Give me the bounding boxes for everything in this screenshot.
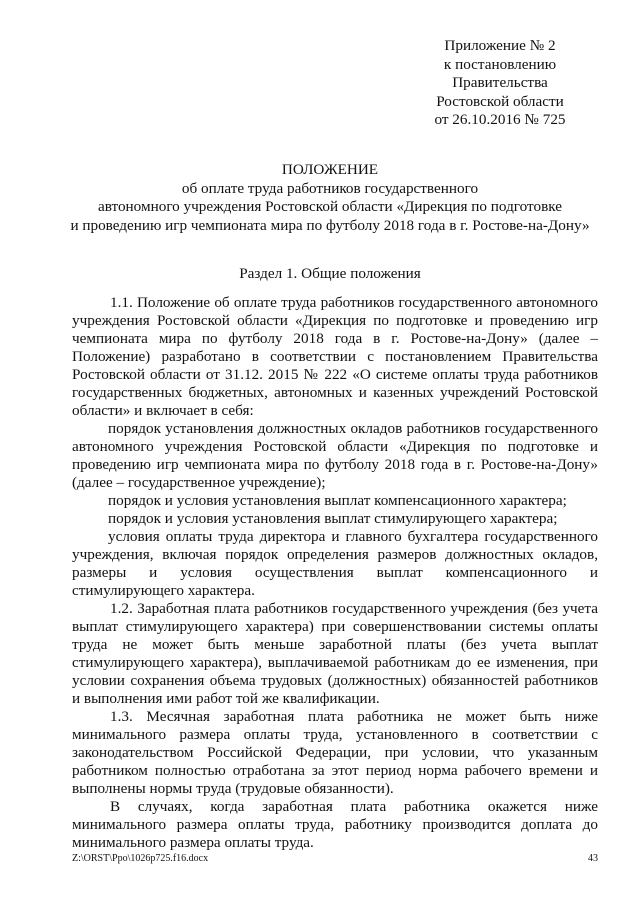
list-item: порядок и условия установления выплат стимулирующего характера; (108, 510, 558, 527)
paragraph-1-2: 1.2. Заработная плата работников государственного учреждения (без учета выплат стимулирующего характера) при совершенствовании системы оплаты труда не может быть меньше заработной платы (без учета выплат стимулирующего характера), выплачиваемой работникам до ее изменения, при условии сохранения объема трудовых (должностных) обязанностей работников и выполнения ими работ той же квалификации. (72, 600, 598, 707)
appendix-line: от 26.10.2016 № 725 (434, 111, 566, 128)
appendix-line: Правительства (452, 74, 548, 91)
document-title (60, 161, 600, 235)
appendix-line: к постановлению (443, 55, 557, 73)
paragraph-1-1: 1.1. Положение об оплате труда работников государственного автономного учреждения Ростовской области «Дирекция по подготовке и проведению игр чемпионата мира по футболу 2018 года в г. Ростове-на-Дону» (далее – Положение) разработано в соответствии с постановлением Правительства Ростовской области от 31.12. 2015 № 222 «О системе оплаты труда работников государственных бюджетных, автономных и казенных учреждений Ростовской области» и включает в себя: (72, 294, 598, 419)
title-line: и проведению игр чемпионата мира по футболу 2018 года в г. Ростове-на-Дону» (70, 216, 590, 234)
title-line: автономного учреждения Ростовской области «Дирекция по подготовке (97, 198, 562, 215)
list-item: условия оплаты труда директора и главного бухгалтера государственного учреждения, включая порядок определения размеров должностных окладов, размеры и условия осуществления выплат компенсационного и стимулирующего характера. (72, 528, 598, 599)
footer-page-number: 43 (588, 853, 598, 864)
title-line: об оплате труда работников государственного (181, 179, 479, 197)
body-text (72, 294, 598, 852)
footer-file-path: Z:\ORST\Ppo\1026p725.f16.docx (72, 853, 209, 864)
paragraph-1-3: 1.3. Месячная заработная плата работника не может быть ниже минимального размера оплаты труда, установленного в соответствии с законодательством Российской Федерации, при условии, что указанным работником полностью отработана за этот период норма рабочего времени и выполнены нормы труда (трудовые обязанности). (72, 708, 598, 797)
list-item: порядок установления должностных окладов работников государственного автономного учреждения Ростовской области «Дирекция по подготовке и проведению игр чемпионата мира по футболу 2018 года в г. Ростове-на-Дону» (далее – государственное учреждение); (72, 420, 598, 491)
appendix-block (400, 37, 600, 130)
appendix-line: Приложение № 2 (444, 37, 556, 54)
appendix-line: Ростовской области (436, 92, 564, 110)
title-heading: ПОЛОЖЕНИЕ (281, 161, 379, 178)
list-item: порядок и условия установления выплат компенсационного характера; (108, 492, 567, 509)
section-heading: Раздел 1. Общие положения (239, 265, 421, 282)
paragraph-min-wage: В случаях, когда заработная плата работника окажется ниже минимального размера оплаты труда, работнику производится доплата до минимального размера оплаты труда. (72, 798, 598, 851)
